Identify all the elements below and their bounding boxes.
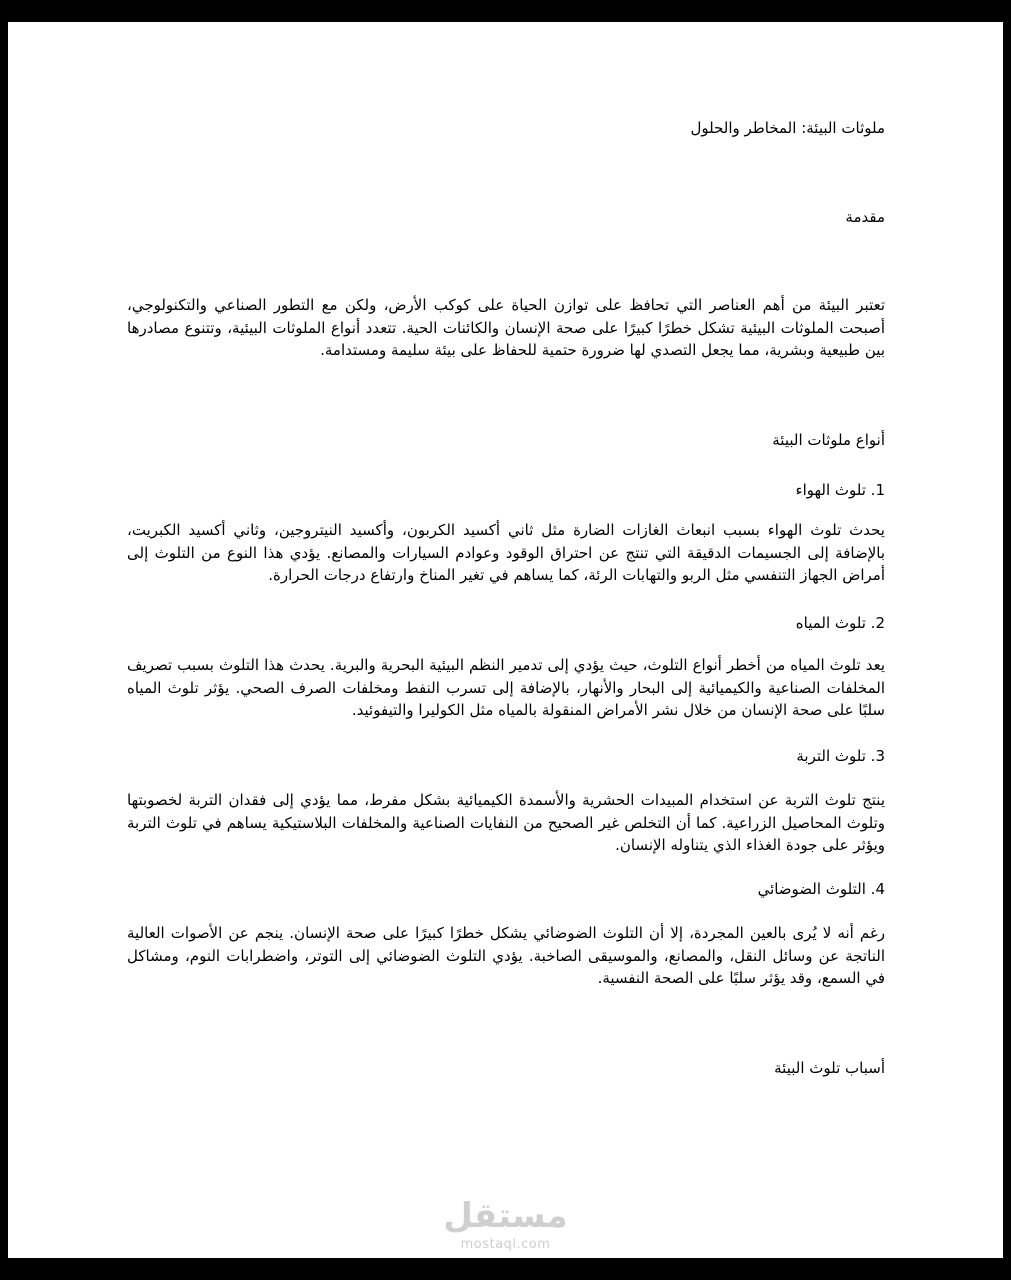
section-text-noise: رغم أنه لا يُرى بالعين المجردة، إلا أن التلوث الضوضائي يشكل خطرًا كبيرًا على صحة الإنسان. ينجم عن الأصوات العالية الناتجة عن وسائل النقل، والمصانع، والموسيقى الصاخبة. يؤدي التلوث الضوضائي إلى التوتر، واضطرابات النوم، ومشاكل في السمع، وقد يؤثر سلبًا على الصحة النفسية. <box>127 924 885 987</box>
intro-heading: مقدمة <box>845 208 885 226</box>
section-text-soil: ينتج تلوث التربة عن استخدام المبيدات الحشرية والأسمدة الكيميائية بشكل مفرط، مما يؤدي إلى فقدان التربة لخصوبتها وتلوث المحاصيل الزراعية. كما أن التخلص غير الصحيح من النفايات الصناعية والمخلفات البلاستيكية يساهم في تلوث التربة ويؤثر على جودة الغذاء الذي يتناوله الإنسان. <box>127 791 885 854</box>
section-text-air: يحدث تلوث الهواء بسبب انبعاث الغازات الضارة مثل ثاني أكسيد الكربون، وأكسيد النيتروجين، وثاني أكسيد الكبريت، بالإضافة إلى الجسيمات الدقيقة التي تنتج عن احتراق الوقود وعوادم السيارات والمصانع. يؤدي هذا النوع من التلوث إلى أمراض الجهاز التنفسي مثل الربو والتهابات الرئة، كما يساهم في تغير المناخ وارتفاع درجات الحرارة. <box>127 521 885 584</box>
section-text-water: يعد تلوث المياه من أخطر أنواع التلوث، حيث يؤدي إلى تدمير النظم البيئية البحرية والبرية. يحدث هذا التلوث بسبب تصريف المخلفات الصناعية والكيميائية إلى البحار والأنهار، بالإضافة إلى تسرب النفط ومخلفات الصرف الصحي. يؤثر تلوث المياه سلبًا على صحة الإنسان من خلال نشر الأمراض المنقولة بالمياه مثل الكوليرا والتيفوئيد. <box>127 656 885 719</box>
document-title: ملوثات البيئة: المخاطر والحلول <box>690 119 885 137</box>
watermark-domain: mostaql.com <box>460 1237 551 1252</box>
intro-paragraph: تعتبر البيئة من أهم العناصر التي تحافظ على توازن الحياة على كوكب الأرض، ولكن مع التطور الصناعي والتكنولوجي، أصبحت الملوثات البيئية تشكل خطرًا كبيرًا على صحة الإنسان والكائنات الحية. تتعدد أنواع الملوثات البيئية، وتتنوع مصادرها بين طبيعية وبشرية، مما يجعل التصدي لها ضرورة حتمية للحفاظ على بيئة سليمة ومستدامة. <box>127 296 885 359</box>
section-heading-soil: 3. تلوث التربة <box>796 747 885 765</box>
types-heading: أنواع ملوثات البيئة <box>772 431 885 449</box>
section-heading-air: 1. تلوث الهواء <box>795 481 885 499</box>
watermark-logo: مستقل <box>443 1196 568 1236</box>
causes-heading: أسباب تلوث البيئة <box>774 1059 885 1077</box>
section-heading-noise: 4. التلوث الضوضائي <box>757 880 885 898</box>
section-heading-water: 2. تلوث المياه <box>795 614 885 632</box>
